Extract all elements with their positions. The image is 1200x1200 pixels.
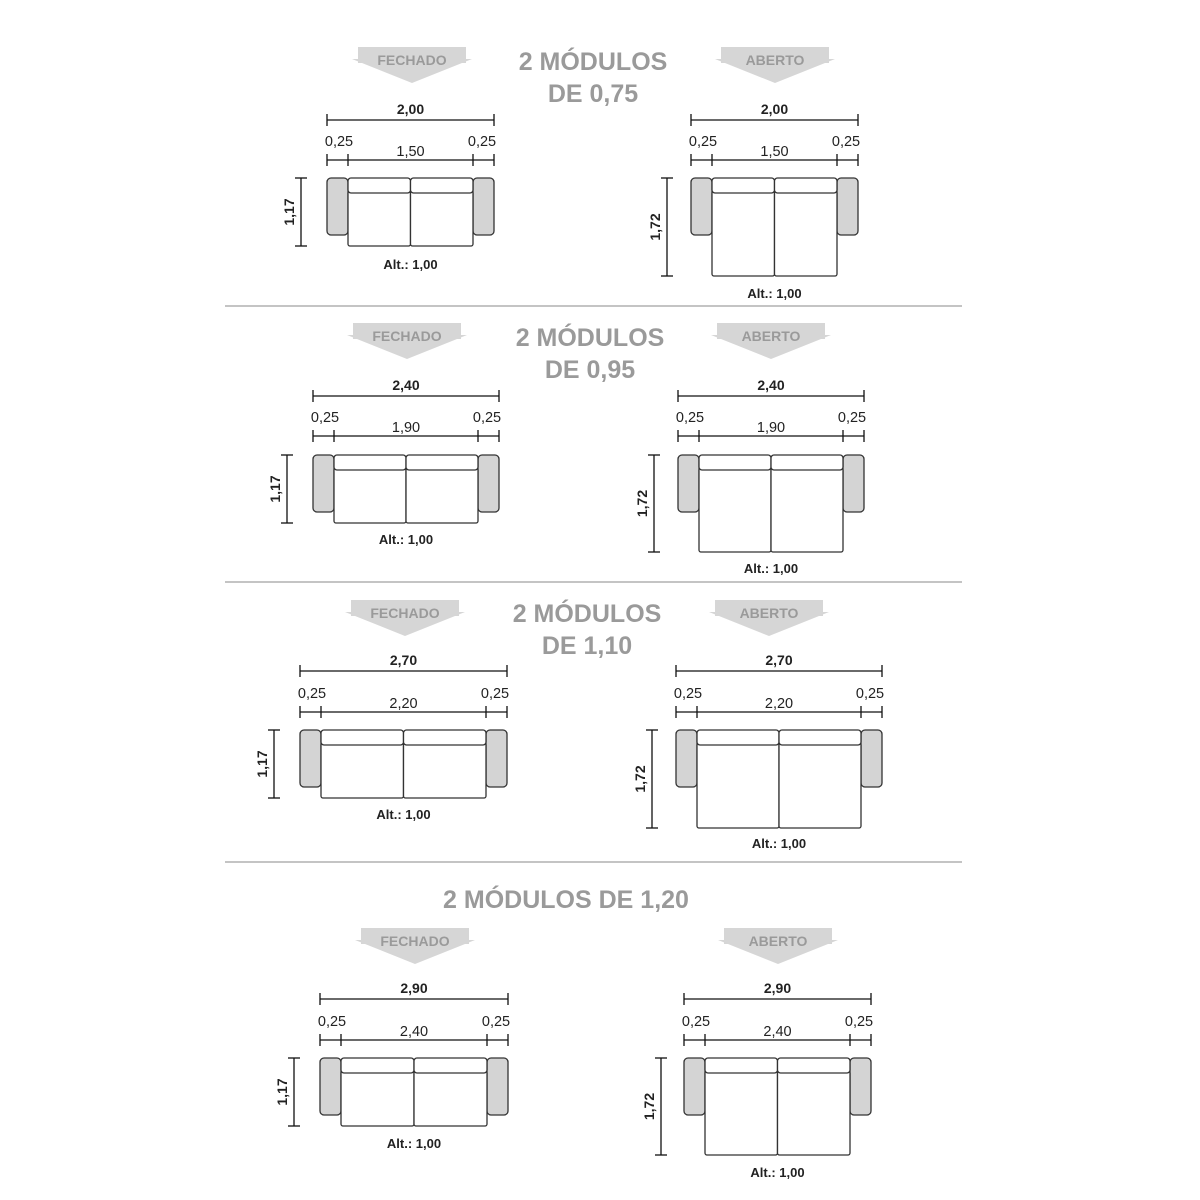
left-armrest — [327, 178, 348, 235]
section-title: 2 MÓDULOS — [518, 48, 668, 76]
section-title: DE 0,75 — [547, 80, 639, 108]
left-armrest — [678, 455, 699, 512]
inner-width-label: 1,50 — [396, 144, 425, 160]
height-label: Alt.: 1,00 — [750, 1165, 805, 1180]
side-left-label: 0,25 — [310, 410, 340, 426]
section-title: 2 MÓDULOS — [515, 324, 665, 352]
right-seat — [778, 1071, 851, 1155]
right-seat — [414, 1071, 487, 1126]
side-left-label: 0,25 — [317, 1014, 347, 1030]
inner-width-label: 2,40 — [763, 1024, 792, 1040]
left-seat — [697, 743, 779, 828]
right-armrest — [843, 455, 864, 512]
total-width-label: 2,70 — [765, 652, 793, 668]
closed-sofa-plan — [254, 600, 509, 822]
closed-sofa-plan — [267, 323, 501, 547]
right-seat — [779, 743, 861, 828]
inner-width-label: 1,90 — [391, 420, 421, 436]
left-backrest — [321, 730, 404, 745]
total-width-label: 2,90 — [400, 980, 428, 996]
total-width-label: 2,40 — [757, 377, 785, 393]
left-seat — [334, 468, 406, 523]
left-armrest — [320, 1058, 341, 1115]
right-seat — [404, 743, 487, 798]
right-armrest — [861, 730, 882, 787]
side-right-label: 0,25 — [837, 410, 867, 426]
open-state-label: ABERTO — [745, 52, 805, 68]
depth-label: 1,17 — [281, 198, 297, 226]
left-seat — [712, 191, 775, 276]
section-title: 2 MÓDULOS DE 1,20 — [443, 886, 689, 914]
right-seat — [771, 468, 843, 552]
left-armrest — [313, 455, 334, 512]
inner-width-label: 2,20 — [764, 696, 794, 712]
height-label: Alt.: 1,00 — [376, 807, 431, 822]
total-width-label: 2,00 — [396, 101, 425, 117]
right-armrest — [837, 178, 858, 235]
module-section — [274, 884, 873, 1180]
right-backrest — [411, 178, 474, 193]
total-width-label: 2,90 — [763, 980, 792, 996]
height-label: Alt.: 1,00 — [386, 1136, 442, 1151]
right-armrest — [473, 178, 494, 235]
inner-width-label: 1,90 — [756, 420, 786, 436]
left-seat — [341, 1071, 414, 1126]
open-state-label: ABERTO — [741, 328, 801, 344]
module-section — [254, 598, 884, 851]
right-seat — [775, 191, 838, 276]
open-state-label: ABERTO — [748, 933, 808, 949]
left-backrest — [705, 1058, 778, 1073]
left-armrest — [691, 178, 712, 235]
depth-label: 1,72 — [634, 489, 650, 518]
side-right-label: 0,25 — [481, 1014, 511, 1030]
left-backrest — [712, 178, 775, 193]
closed-state-label: FECHADO — [372, 328, 442, 344]
right-backrest — [406, 455, 478, 470]
left-backrest — [348, 178, 411, 193]
side-left-label: 0,25 — [675, 410, 705, 426]
open-state-label: ABERTO — [739, 605, 799, 621]
open-sofa-plan — [641, 928, 873, 1180]
height-label: Alt.: 1,00 — [383, 257, 438, 272]
left-backrest — [341, 1058, 414, 1073]
height-label: Alt.: 1,00 — [378, 532, 434, 547]
open-sofa-plan — [647, 47, 860, 301]
right-armrest — [850, 1058, 871, 1115]
closed-sofa-plan — [274, 928, 510, 1151]
right-seat — [406, 468, 478, 523]
inner-width-label: 2,20 — [389, 696, 418, 712]
depth-label: 1,72 — [641, 1092, 657, 1121]
total-width-label: 2,40 — [392, 377, 420, 393]
module-section — [267, 322, 866, 576]
left-backrest — [334, 455, 406, 470]
side-right-label: 0,25 — [467, 134, 497, 150]
left-backrest — [697, 730, 779, 745]
side-left-label: 0,25 — [688, 134, 718, 150]
right-backrest — [414, 1058, 487, 1073]
left-seat — [348, 191, 411, 246]
side-right-label: 0,25 — [480, 686, 510, 702]
open-sofa-plan — [632, 600, 884, 851]
depth-label: 1,72 — [632, 765, 648, 793]
right-armrest — [487, 1058, 508, 1115]
side-left-label: 0,25 — [297, 686, 327, 702]
side-right-label: 0,25 — [472, 410, 502, 426]
closed-state-label: FECHADO — [377, 52, 447, 68]
right-backrest — [779, 730, 861, 745]
section-title: DE 0,95 — [544, 356, 636, 384]
inner-width-label: 2,40 — [399, 1024, 429, 1040]
right-backrest — [404, 730, 487, 745]
side-right-label: 0,25 — [855, 686, 885, 702]
right-backrest — [778, 1058, 851, 1073]
module-section — [281, 46, 860, 301]
right-seat — [411, 191, 474, 246]
left-seat — [321, 743, 404, 798]
left-backrest — [699, 455, 771, 470]
closed-sofa-plan — [281, 47, 496, 272]
section-title: 2 MÓDULOS — [512, 600, 662, 628]
depth-label: 1,17 — [254, 750, 270, 778]
depth-label: 1,72 — [647, 213, 663, 241]
right-armrest — [486, 730, 507, 787]
left-armrest — [300, 730, 321, 787]
left-seat — [705, 1071, 778, 1155]
total-width-label: 2,00 — [760, 101, 789, 117]
closed-state-label: FECHADO — [370, 605, 440, 621]
height-label: Alt.: 1,00 — [747, 286, 802, 301]
open-sofa-plan — [634, 323, 866, 576]
right-backrest — [775, 178, 838, 193]
left-armrest — [684, 1058, 705, 1115]
depth-label: 1,17 — [267, 475, 283, 503]
total-width-label: 2,70 — [389, 652, 418, 668]
right-armrest — [478, 455, 499, 512]
right-backrest — [771, 455, 843, 470]
section-title: DE 1,10 — [541, 632, 633, 660]
left-seat — [699, 468, 771, 552]
depth-label: 1,17 — [274, 1078, 290, 1106]
inner-width-label: 1,50 — [760, 144, 789, 160]
height-label: Alt.: 1,00 — [751, 836, 807, 851]
side-left-label: 0,25 — [681, 1014, 711, 1030]
left-armrest — [676, 730, 697, 787]
side-left-label: 0,25 — [673, 686, 703, 702]
side-right-label: 0,25 — [831, 134, 861, 150]
side-right-label: 0,25 — [844, 1014, 874, 1030]
height-label: Alt.: 1,00 — [743, 561, 799, 576]
closed-state-label: FECHADO — [380, 933, 450, 949]
side-left-label: 0,25 — [324, 134, 354, 150]
